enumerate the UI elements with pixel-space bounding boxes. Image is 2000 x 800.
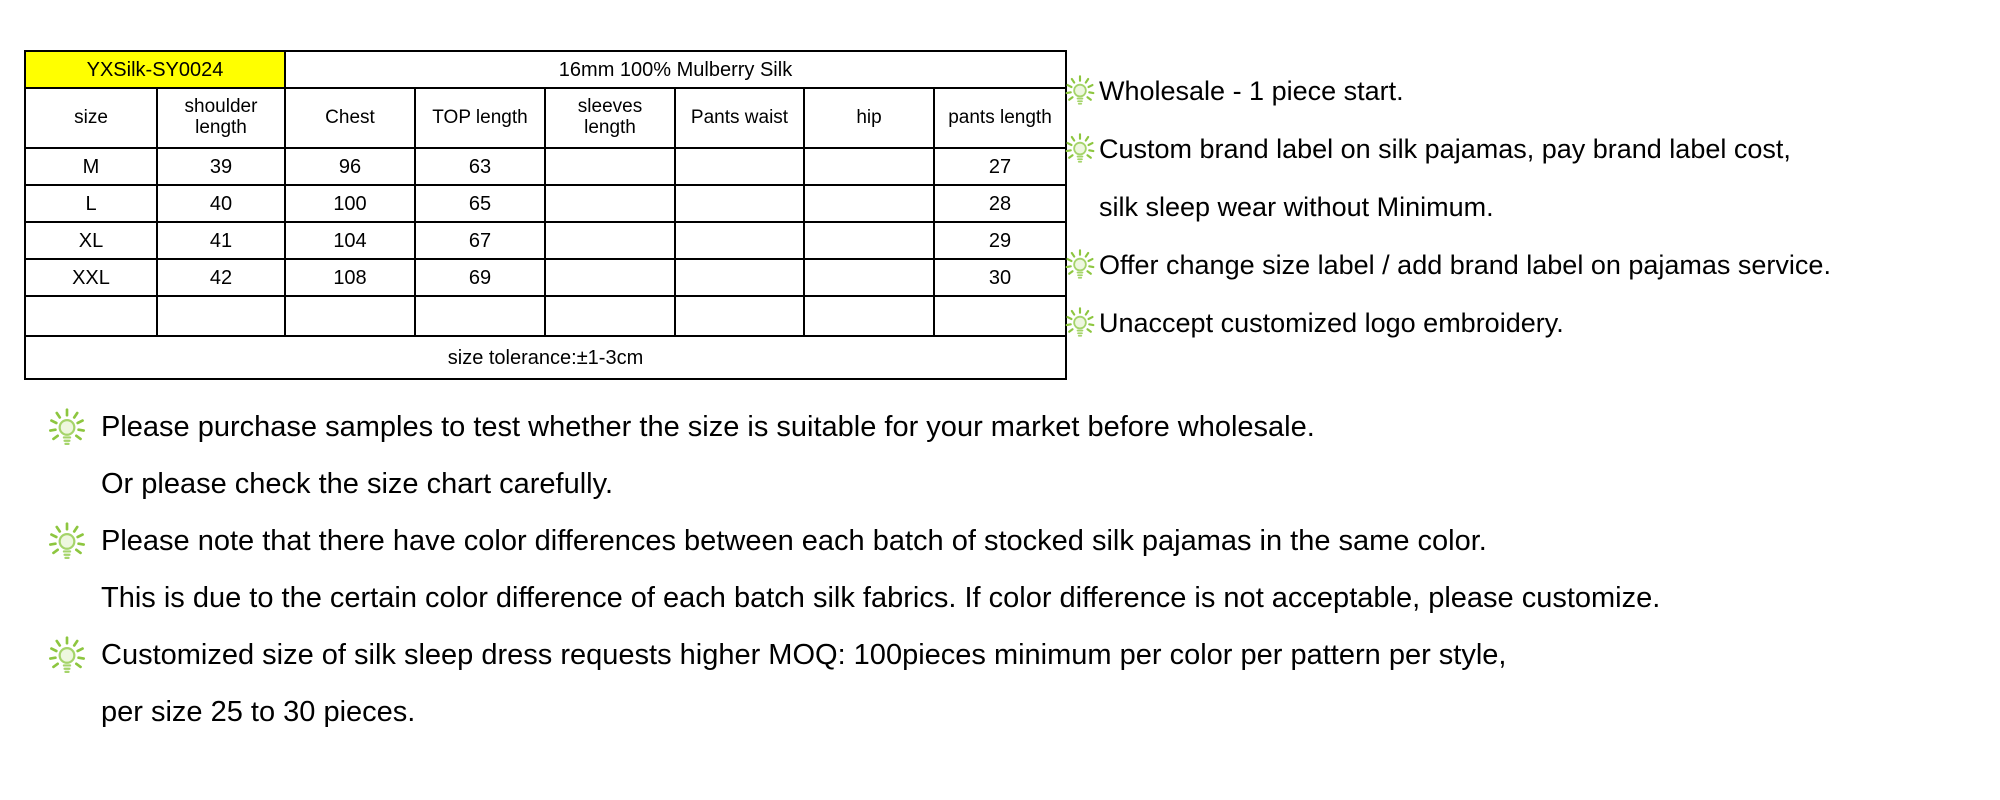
table-cell: [934, 296, 1066, 336]
note-line: [47, 456, 1660, 513]
bulb-icon: [1064, 307, 1096, 339]
table-cell: [415, 296, 545, 336]
table-title-row: [25, 51, 1066, 88]
table-cell: [675, 185, 804, 222]
note-text: Unaccept customized logo embroidery.: [1099, 307, 1564, 338]
note-text: Offer change size label / add brand label on pajamas service.: [1099, 249, 1831, 280]
column-header-pants-waist: Pants waist: [675, 88, 804, 148]
table-cell: L: [25, 185, 157, 222]
column-header-shoulder-length: shoulder length: [157, 88, 285, 148]
purchase-notes-list: [47, 399, 1660, 741]
bulb-icon: [47, 522, 87, 562]
note-line: [1064, 236, 1831, 294]
table-cell: 63: [415, 148, 545, 185]
size-row-xl: [25, 222, 1066, 259]
material-cell: 16mm 100% Mulberry Silk: [285, 51, 1066, 88]
note-text: This is due to the certain color difference of each batch silk fabrics. If color difference is not acceptable, please customize.: [101, 582, 1661, 614]
table-cell: 42: [157, 259, 285, 296]
table-cell: XXL: [25, 259, 157, 296]
table-cell: XL: [25, 222, 157, 259]
bulb-icon: [47, 408, 87, 448]
table-cell: [285, 296, 415, 336]
bulb-icon: [1064, 75, 1096, 107]
note-line: [1064, 120, 1831, 178]
column-header-top-length: TOP length: [415, 88, 545, 148]
table-cell: 29: [934, 222, 1066, 259]
table-cell: 67: [415, 222, 545, 259]
note-line: [1064, 62, 1831, 120]
tolerance-row: [25, 336, 1066, 379]
note-line: [47, 684, 1660, 741]
table-cell: [545, 185, 675, 222]
table-cell: 30: [934, 259, 1066, 296]
table-cell: [804, 222, 934, 259]
note-text: Customized size of silk sleep dress requests higher MOQ: 100pieces minimum per color per pattern per style,: [101, 639, 1507, 671]
note-line: [1064, 294, 1831, 352]
table-cell: 100: [285, 185, 415, 222]
size-row-l: [25, 185, 1066, 222]
note-line: [47, 627, 1660, 684]
table-cell: 40: [157, 185, 285, 222]
table-cell: M: [25, 148, 157, 185]
table-cell: [675, 296, 804, 336]
table-cell: [675, 148, 804, 185]
table-cell: 104: [285, 222, 415, 259]
table-header-row: [25, 88, 1066, 148]
note-text: Wholesale - 1 piece start.: [1099, 75, 1404, 106]
bulb-icon: [1064, 249, 1096, 281]
bulb-icon: [1064, 133, 1096, 165]
table-cell: [545, 259, 675, 296]
size-chart-table: [24, 50, 1067, 380]
table-cell: 69: [415, 259, 545, 296]
note-line: [47, 570, 1660, 627]
wholesale-notes-list: [1064, 62, 1831, 352]
table-cell: [675, 259, 804, 296]
note-text: silk sleep wear without Minimum.: [1099, 191, 1494, 222]
note-line: [47, 399, 1660, 456]
table-cell: 41: [157, 222, 285, 259]
bulb-icon: [47, 636, 87, 676]
table-cell: [804, 296, 934, 336]
table-cell: 65: [415, 185, 545, 222]
column-header-sleeves-length: sleeves length: [545, 88, 675, 148]
note-text: Please note that there have color differences between each batch of stocked silk pajamas in the same color.: [101, 525, 1487, 557]
table-cell: 39: [157, 148, 285, 185]
table-cell: 27: [934, 148, 1066, 185]
column-header-chest: Chest: [285, 88, 415, 148]
note-text: per size 25 to 30 pieces.: [101, 696, 416, 728]
note-text: Custom brand label on silk pajamas, pay brand label cost,: [1099, 133, 1791, 164]
table-cell: 96: [285, 148, 415, 185]
table-cell: [675, 222, 804, 259]
column-header-pants-length: pants length: [934, 88, 1066, 148]
size-row-m: [25, 148, 1066, 185]
note-line: [1064, 178, 1831, 236]
note-line: [47, 513, 1660, 570]
column-header-hip: hip: [804, 88, 934, 148]
table-cell: [545, 148, 675, 185]
table-cell: [157, 296, 285, 336]
note-text: Please purchase samples to test whether the size is suitable for your market before wholesale.: [101, 411, 1315, 443]
table-cell: 108: [285, 259, 415, 296]
table-cell: 28: [934, 185, 1066, 222]
product-code-cell: YXSilk-SY0024: [25, 51, 285, 88]
size-row-xxl: [25, 259, 1066, 296]
table-cell: [545, 222, 675, 259]
note-text: Or please check the size chart carefully.: [101, 468, 614, 500]
table-cell: [25, 296, 157, 336]
table-cell: [545, 296, 675, 336]
table-cell: [804, 148, 934, 185]
empty-row: [25, 296, 1066, 336]
tolerance-cell: size tolerance:±1-3cm: [25, 336, 1066, 379]
column-header-size: size: [25, 88, 157, 148]
table-cell: [804, 185, 934, 222]
table-cell: [804, 259, 934, 296]
